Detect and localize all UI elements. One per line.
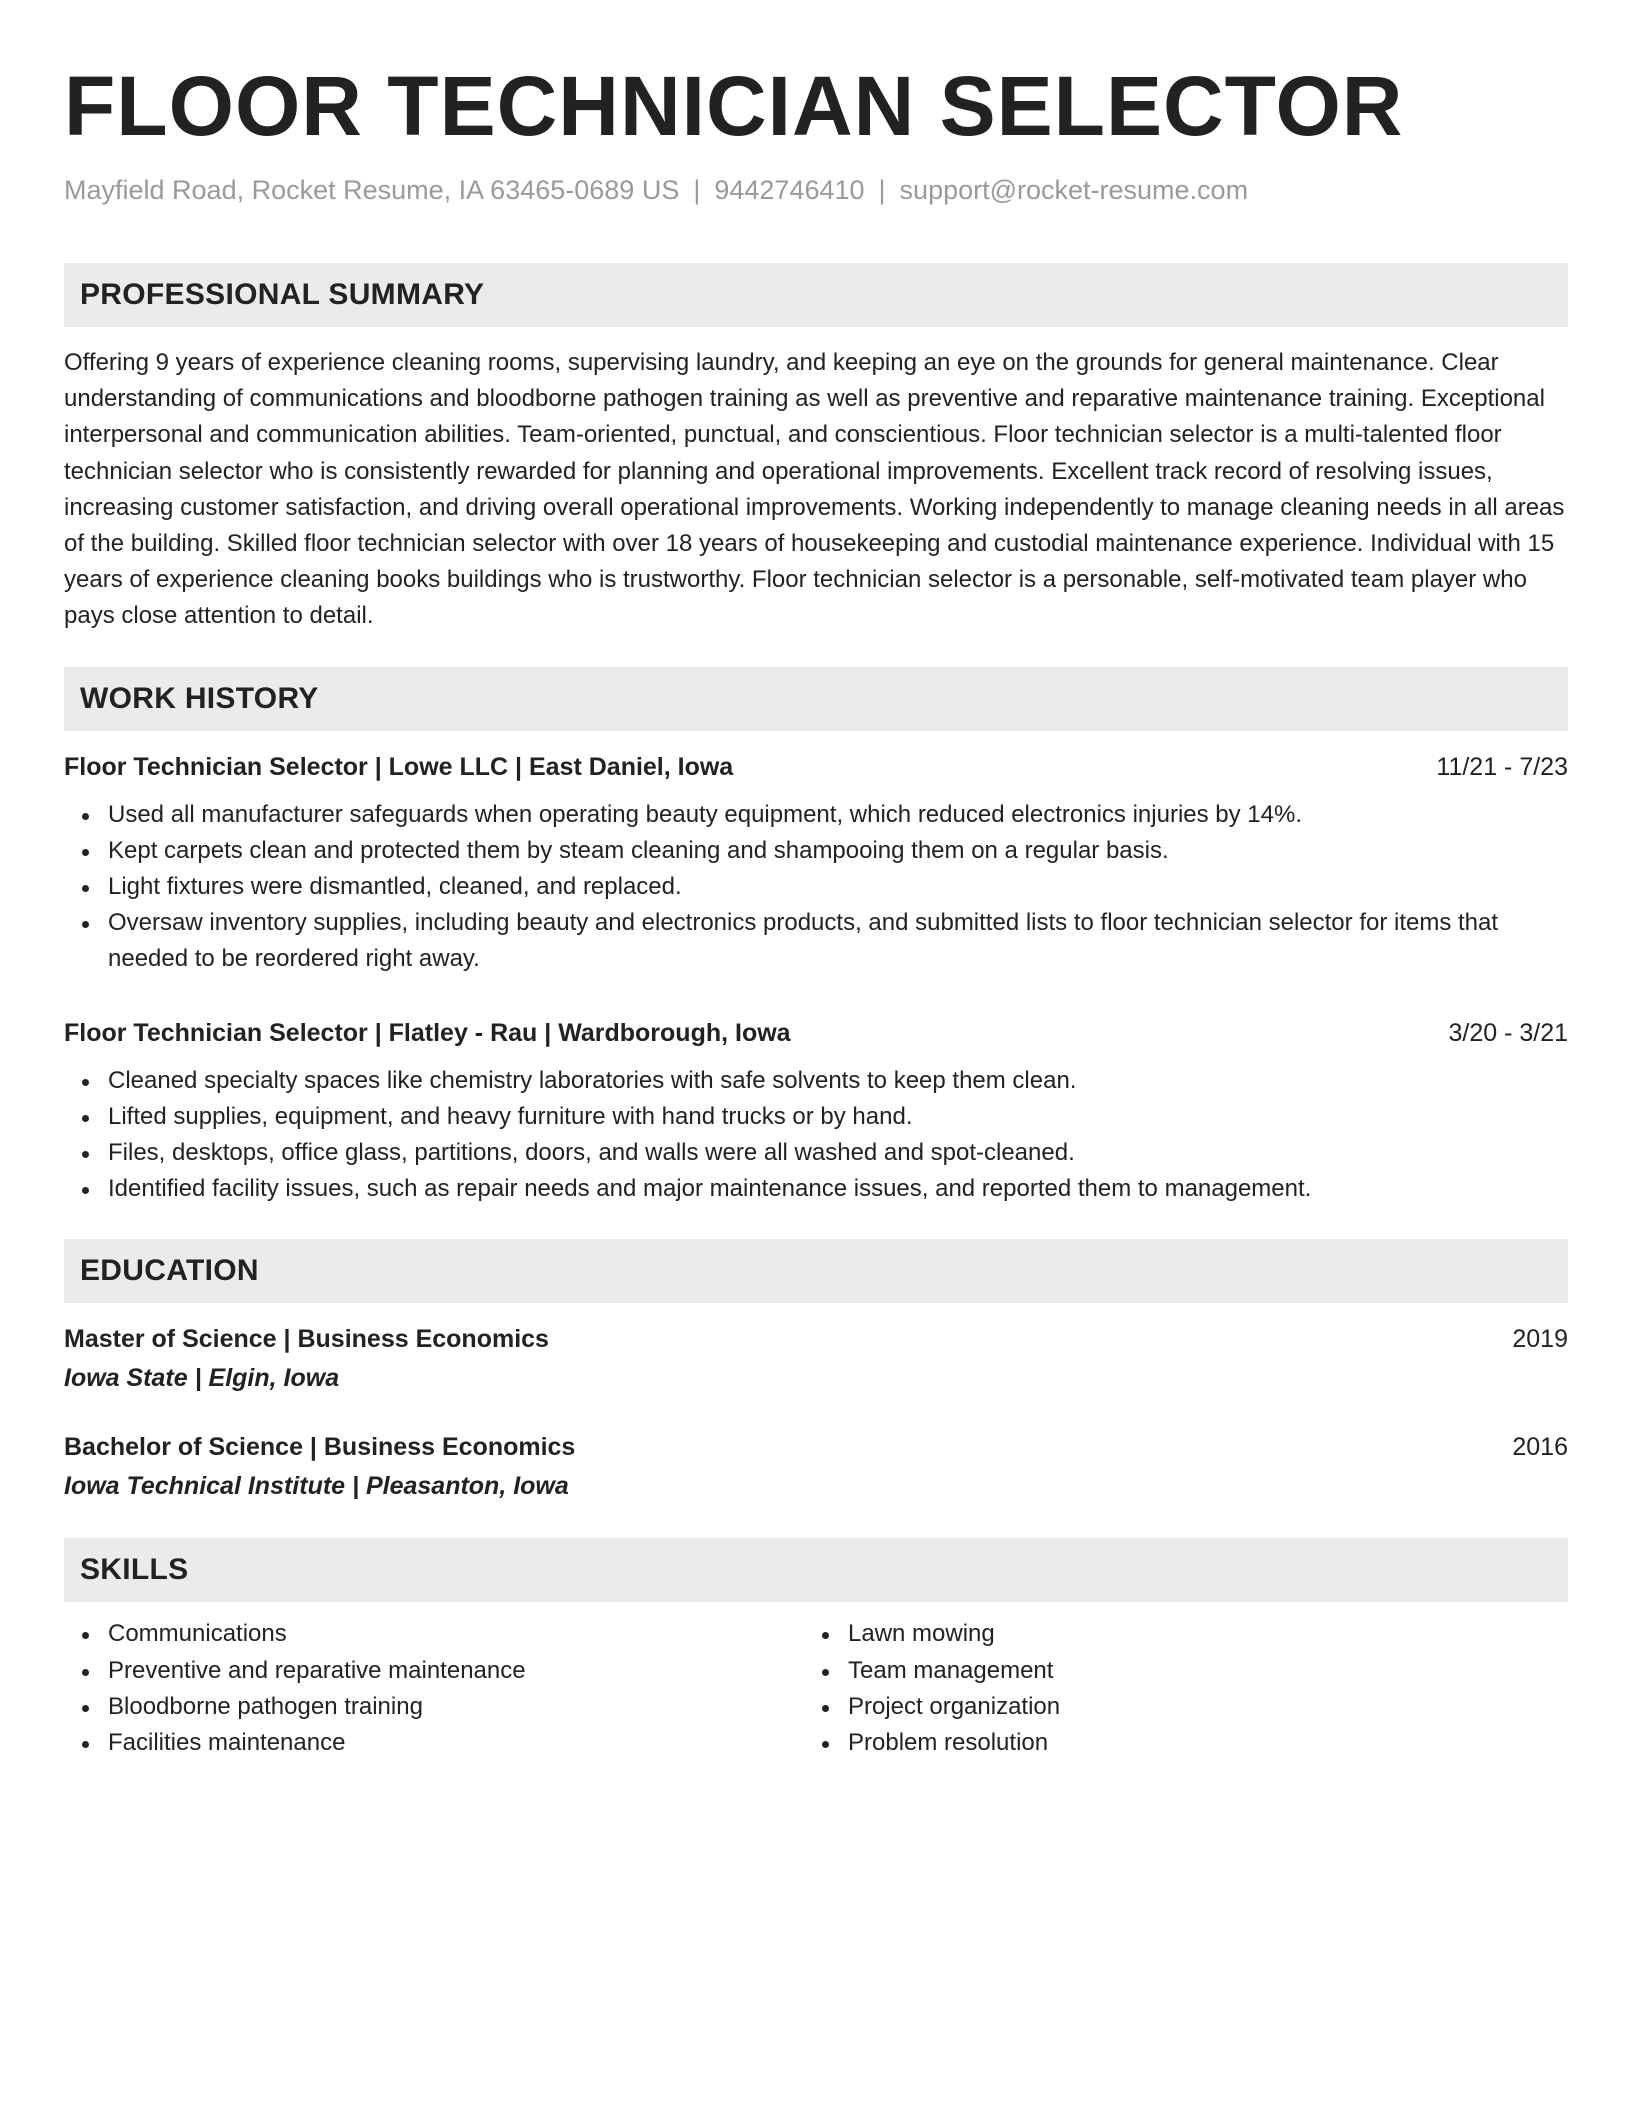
education-entry <box>64 1427 1568 1505</box>
contact-address: Mayfield Road, Rocket Resume, IA 63465-0689 US <box>64 175 680 205</box>
contact-email: support@rocket-resume.com <box>899 175 1249 205</box>
skill-item: Project organization <box>848 1689 1568 1725</box>
job-entry <box>64 747 1568 978</box>
job-dates: 11/21 - 7/23 <box>1436 752 1568 781</box>
education-header <box>64 1427 1568 1467</box>
job-title: Floor Technician Selector | Flatley - Rau | Wardborough, Iowa <box>64 1018 791 1047</box>
section-header-skills: SKILLS <box>64 1538 1568 1602</box>
contact-phone: 9442746410 <box>714 175 865 205</box>
education-degree: Master of Science | Business Economics <box>64 1325 549 1354</box>
job-bullets <box>64 797 1568 978</box>
summary-text: Offering 9 years of experience cleaning rooms, supervising laundry, and keeping an eye on the grounds for general maintenance. Clear understanding of communications and bloodborne pathogen training as well as preventive and reparative maintenance training. Exceptional interpersonal and communication abilities. Team-oriented, punctual, and conscientious. Floor technician selector is a multi-talented floor technician selector who is consistently rewarded for planning and operational improvements. Excellent track record of resolving issues, increasing customer satisfaction, and driving overall operational improvements. Working independently to manage cleaning needs in all areas of the building. Skilled floor technician selector with over 18 years of housekeeping and custodial maintenance experience. Individual with 15 years of experience cleaning books buildings who is trustworthy. Floor technician selector is a personable, self-motivated team player who pays close attention to detail. <box>64 349 1565 630</box>
skill-item: Lawn mowing <box>848 1616 1568 1652</box>
job-bullet: Cleaned specialty spaces like chemistry laboratories with safe solvents to keep them clean. <box>108 1063 1568 1099</box>
job-title: Floor Technician Selector | Lowe LLC | East Daniel, Iowa <box>64 752 734 781</box>
section-header-work-history: WORK HISTORY <box>64 667 1568 731</box>
education-entry <box>64 1319 1568 1397</box>
section-header-education: EDUCATION <box>64 1239 1568 1303</box>
job-bullet: Oversaw inventory supplies, including beauty and electronics products, and submitted lists to floor technician selector for items that needed to be reordered right away. <box>108 905 1568 977</box>
skills-column-right <box>804 1616 1568 1761</box>
job-header <box>64 747 1568 787</box>
skill-item: Facilities maintenance <box>108 1725 804 1761</box>
education-degree: Bachelor of Science | Business Economics <box>64 1433 576 1462</box>
job-bullet: Identified facility issues, such as repair needs and major maintenance issues, and reported them to management. <box>108 1171 1568 1207</box>
job-dates: 3/20 - 3/21 <box>1448 1018 1568 1047</box>
skills-bullets-left <box>64 1616 804 1761</box>
contact-separator: | <box>878 175 886 205</box>
education-year: 2019 <box>1512 1325 1568 1354</box>
job-header <box>64 1013 1568 1053</box>
job-bullet: Files, desktops, office glass, partitions, doors, and walls were all washed and spot-cleaned. <box>108 1135 1568 1171</box>
candidate-name: FLOOR TECHNICIAN SELECTOR <box>64 59 1404 153</box>
skill-item: Communications <box>108 1616 804 1652</box>
skills-column-left <box>64 1616 804 1761</box>
skills-bullets-right <box>804 1616 1568 1761</box>
job-bullets <box>64 1063 1568 1208</box>
job-entry <box>64 1013 1568 1208</box>
job-bullet: Light fixtures were dismantled, cleaned, and replaced. <box>108 869 1568 905</box>
skill-item: Bloodborne pathogen training <box>108 1689 804 1725</box>
skills-list <box>64 1616 1568 1761</box>
section-header-summary: PROFESSIONAL SUMMARY <box>64 263 1568 327</box>
job-bullet: Lifted supplies, equipment, and heavy furniture with hand trucks or by hand. <box>108 1099 1568 1135</box>
contact-line <box>64 170 1568 210</box>
contact-separator: | <box>693 175 701 205</box>
education-header <box>64 1319 1568 1359</box>
skill-item: Team management <box>848 1653 1568 1689</box>
job-bullet: Kept carpets clean and protected them by steam cleaning and shampooing them on a regular basis. <box>108 833 1568 869</box>
education-school: Iowa Technical Institute | Pleasanton, Iowa <box>64 1472 569 1501</box>
skill-item: Preventive and reparative maintenance <box>108 1653 804 1689</box>
education-year: 2016 <box>1512 1433 1568 1462</box>
education-school: Iowa State | Elgin, Iowa <box>64 1364 340 1393</box>
job-bullet: Used all manufacturer safeguards when operating beauty equipment, which reduced electronics injuries by 14%. <box>108 797 1568 833</box>
skill-item: Problem resolution <box>848 1725 1568 1761</box>
